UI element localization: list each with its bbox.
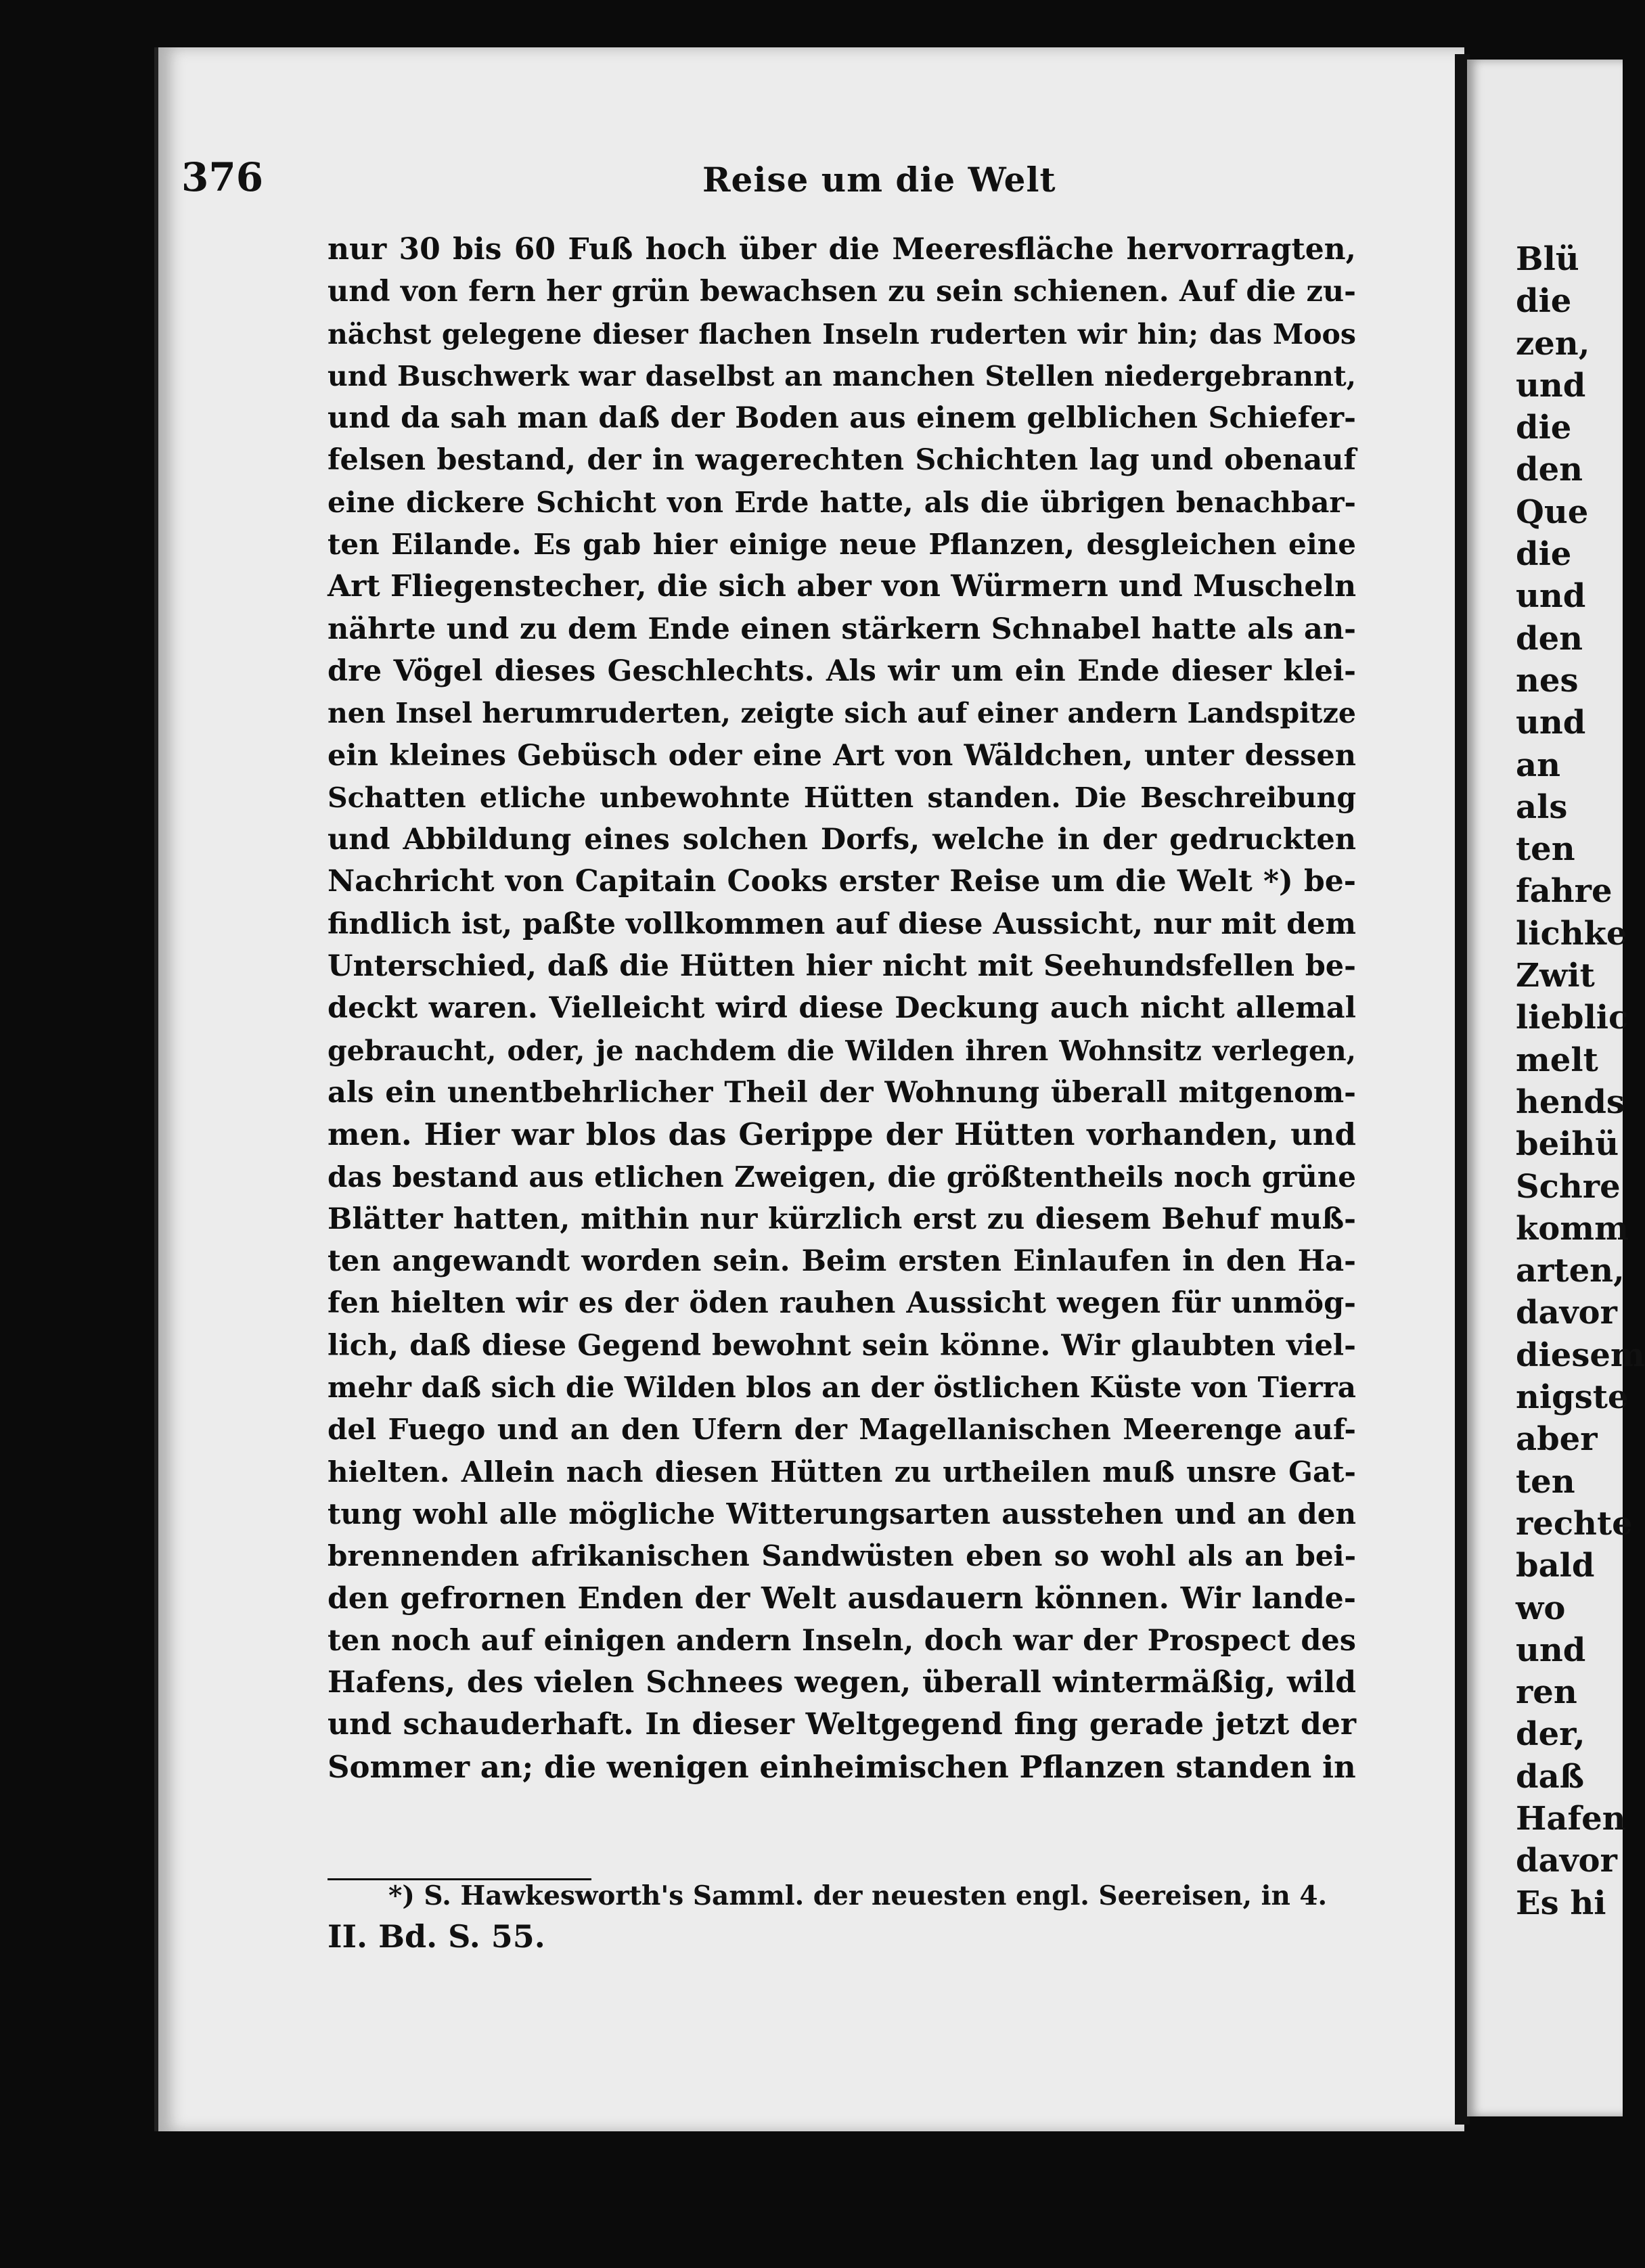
text-line: Hafens, des vielen Schnees wegen, überall wintermäßig, wild [328,1665,1356,1700]
facing-page-line: und [1516,577,1586,616]
text-line: den gefrornen Enden der Welt ausdauern können. Wir lande- [328,1581,1356,1616]
footnote-line: II. Bd. S. 55. [328,1918,545,1955]
facing-page-line: den [1516,451,1583,489]
text-line: ten noch auf einigen andern Inseln, doch war der Prospect des [328,1623,1356,1658]
facing-page-line: diesem [1516,1336,1645,1374]
running-title: Reise um die Welt [702,160,1056,200]
facing-page-line: an [1516,746,1560,784]
facing-page-line: die [1516,409,1572,447]
facing-page-line: nes [1516,661,1579,700]
facing-page-line: bald [1516,1547,1595,1585]
facing-page-text [1516,238,1645,1924]
facing-page-line: und [1516,704,1586,742]
facing-page-line: arten, [1516,1252,1625,1290]
footnote-line: *) S. Hawkesworth's Samml. der neuesten engl. Seereisen, in 4. [388,1880,1328,1911]
text-line: als ein unentbehrlicher Theil der Wohnung überall mitgenom- [328,1075,1356,1110]
text-line: findlich ist, paßte vollkommen auf diese Aussicht, nur mit dem [328,907,1356,941]
facing-page-line: ten [1516,830,1575,869]
facing-page-line: ren [1516,1673,1577,1712]
text-line: del Fuego und an den Ufern der Magellanischen Meerenge auf- [328,1413,1356,1447]
page-header [181,154,1338,215]
text-line: nur 30 bis 60 Fuß hoch über die Meeresfläche hervorragten, [328,232,1356,267]
facing-page-line: melt [1516,1041,1598,1079]
text-line: und schauderhaft. In dieser Weltgegend fing gerade jetzt der [328,1707,1356,1742]
text-line: Sommer an; die wenigen einheimischen Pflanzen standen in [328,1748,1356,1785]
facing-page-line: aber [1516,1420,1598,1459]
facing-page-line: Que [1516,493,1589,531]
text-line: eine dickere Schicht von Erde hatte, als die übrigen benachbar- [328,485,1356,519]
facing-page-line: die [1516,282,1572,321]
text-line: lich, daß diese Gegend bewohnt sein könne. Wir glaubten viel- [328,1328,1356,1363]
facing-page-line: lichke [1516,914,1627,953]
facing-page-line: Blü [1516,240,1579,278]
facing-page-line: rechte [1516,1504,1633,1543]
body-text [328,229,1356,1788]
text-line: hielten. Allein nach diesen Hütten zu urtheilen muß unsre Gat- [328,1455,1356,1489]
facing-page-line: komm [1516,1209,1629,1248]
facing-page-line: den [1516,619,1583,658]
text-line: felsen bestand, der in wagerechten Schichten lag und obenauf [328,443,1356,478]
page-number: 376 [181,154,264,200]
text-line: Blätter hatten, mithin nur kürzlich erst zu diesem Behuf muß- [328,1202,1356,1236]
text-line: deckt waren. Vielleicht wird diese Deckung auch nicht allemal [328,991,1356,1026]
text-line: mehr daß sich die Wilden blos an der östlichen Küste von Tierra [328,1371,1356,1405]
facing-page-line: die [1516,535,1572,574]
facing-page-line: und [1516,1631,1586,1669]
text-line: und Buschwerk war daselbst an manchen Stellen niedergebrannt, [328,359,1356,392]
facing-page-line: davor [1516,1842,1617,1880]
text-line: nen Insel herumruderten, zeigte sich auf einer andern Landspitze [328,697,1356,730]
text-line: dre Vögel dieses Geschlechts. Als wir um ein Ende dieser klei- [328,654,1356,688]
facing-page-line: nigste [1516,1378,1629,1417]
text-line: Schatten etliche unbewohnte Hütten standen. Die Beschreibung [328,781,1356,814]
text-line: tung wohl alle mögliche Witterungsarten ausstehen und an den [328,1497,1356,1530]
facing-page-line: ten [1516,1462,1575,1501]
text-line: ten angewandt worden sein. Beim ersten Einlaufen in den Ha- [328,1244,1356,1279]
text-line: gebraucht, oder, je nachdem die Wilden ihren Wohnsitz verlegen, [328,1034,1356,1067]
facing-page-line: lieblic [1516,999,1629,1037]
facing-page-line: Schre [1516,1167,1621,1206]
facing-page-line: beihü [1516,1125,1619,1164]
text-line: ein kleines Gebüsch oder eine Art von Wäldchen, unter dessen [328,738,1356,773]
facing-page-line: und [1516,366,1586,405]
facing-page-line: zen, [1516,324,1590,363]
facing-page-line: hends [1516,1083,1625,1121]
footnote [328,1876,1343,1957]
facing-page-line: davor [1516,1294,1617,1332]
text-line: brennenden afrikanischen Sandwüsten eben so wohl als an bei- [328,1539,1356,1573]
text-line: das bestand aus etlichen Zweigen, die größtentheils noch grüne [328,1160,1356,1194]
text-line: und Abbildung eines solchen Dorfs, welche in der gedruckten [328,823,1356,857]
facing-page-line: als [1516,788,1568,826]
text-line: Nachricht von Capitain Cooks erster Reise um die Welt *) be- [328,864,1356,899]
text-line: ten Eilande. Es gab hier einige neue Pflanzen, desgleichen eine [328,528,1356,562]
text-line: und da sah man daß der Boden aus einem gelblichen Schiefer- [328,401,1356,436]
text-line: men. Hier war blos das Gerippe der Hütten vorhanden, und [328,1116,1356,1153]
text-line: fen hielten wir es der öden rauhen Aussicht wegen für unmög- [328,1286,1356,1321]
facing-page-line: daß [1516,1757,1585,1796]
facing-page-line: Es hi [1516,1884,1606,1922]
text-line: nährte und zu dem Ende einen stärkern Schnabel hatte als an- [328,612,1356,646]
facing-page-line: Zwit [1516,957,1595,995]
text-line: und von fern her grün bewachsen zu sein schienen. Auf die zu- [328,275,1356,309]
facing-page-line: wo [1516,1589,1566,1627]
facing-page-line: der, [1516,1715,1585,1754]
facing-page-line: fahre [1516,872,1613,911]
text-line: Unterschied, daß die Hütten hier nicht mit Seehundsfellen be- [328,949,1356,984]
text-line: Art Fliegenstecher, die sich aber von Würmern und Muscheln [328,569,1357,604]
text-line: nächst gelegene dieser flachen Inseln ruderten wir hin; das Moos [328,317,1356,350]
facing-page-line: Hafen [1516,1799,1626,1838]
